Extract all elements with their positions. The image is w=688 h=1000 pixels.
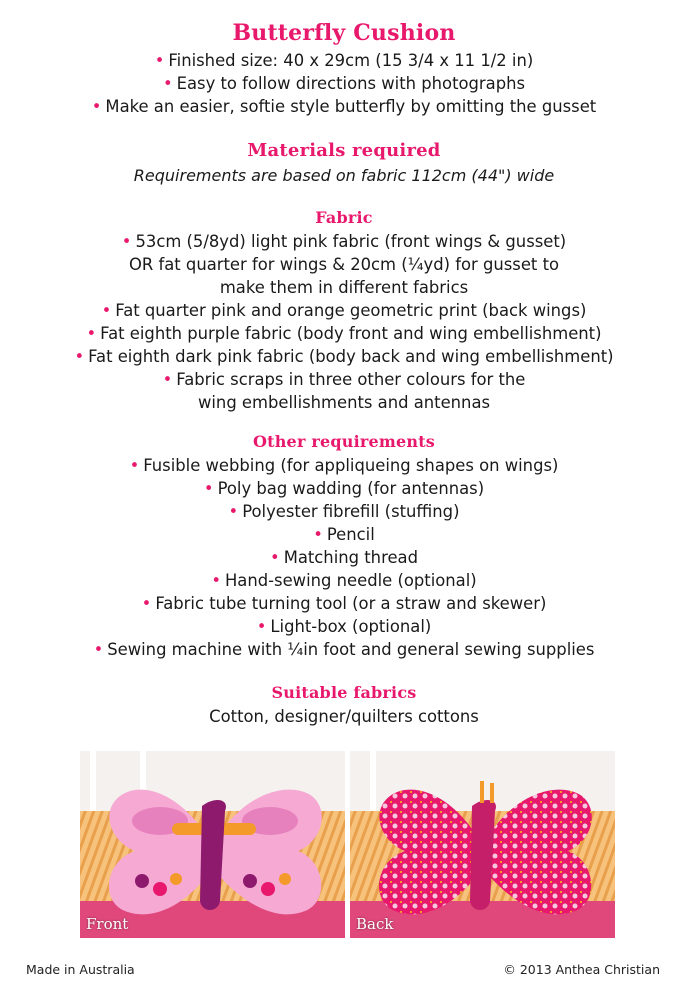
page-title: Butterfly Cushion <box>232 20 456 46</box>
list-item: • Light-box (optional) <box>256 617 432 636</box>
list-item: • Fat eighth purple fabric (body front and wing embellishment) <box>86 324 602 343</box>
back-butterfly-image <box>350 751 615 938</box>
back-photo <box>350 751 615 938</box>
list-item: • Make an easier, softie style butterfly by omitting the gusset <box>91 97 597 116</box>
suitable-fabrics-heading: Suitable fabrics <box>271 683 417 702</box>
list-item: • 53cm (5/8yd) light pink fabric (front wings & gusset) <box>121 232 567 251</box>
other-requirements-list <box>0 454 688 661</box>
list-item: • Fabric scraps in three other colours for the <box>162 370 526 389</box>
front-photo <box>80 751 345 938</box>
list-item: • Easy to follow directions with photographs <box>162 74 526 93</box>
front-caption: Front <box>86 915 129 933</box>
footer-left: Made in Australia <box>26 962 135 977</box>
list-item: • Sewing machine with ¼in foot and general sewing supplies <box>93 640 595 659</box>
front-butterfly-image <box>80 751 345 938</box>
list-item-continuation: make them in different fabrics <box>219 278 469 297</box>
list-item: • Poly bag wadding (for antennas) <box>203 479 485 498</box>
suitable-fabrics-text: Cotton, designer/quilters cottons <box>209 707 479 726</box>
materials-note: Requirements are based on fabric 112cm (44") wide <box>133 166 555 185</box>
list-item: • Polyester fibrefill (stuffing) <box>228 502 460 521</box>
list-item: • Fabric tube turning tool (or a straw and skewer) <box>141 594 547 613</box>
fabric-heading: Fabric <box>315 208 373 227</box>
list-item: • Finished size: 40 x 29cm (15 3/4 x 11 1/2 in) <box>154 51 534 70</box>
list-item: • Fat quarter pink and orange geometric print (back wings) <box>101 301 587 320</box>
list-item-continuation: wing embellishments and antennas <box>197 393 491 412</box>
list-item: • Fusible webbing (for appliqueing shapes on wings) <box>129 456 559 475</box>
fabric-list <box>0 230 688 414</box>
list-item: • Fat eighth dark pink fabric (body back and wing embellishment) <box>74 347 614 366</box>
other-requirements-heading: Other requirements <box>253 432 435 451</box>
list-item-continuation: OR fat quarter for wings & 20cm (¼yd) for gusset to <box>128 255 560 274</box>
back-caption: Back <box>356 915 394 933</box>
intro-list <box>0 49 688 118</box>
list-item: • Pencil <box>313 525 375 544</box>
materials-heading: Materials required <box>247 140 441 161</box>
list-item: • Matching thread <box>270 548 418 567</box>
list-item: • Hand-sewing needle (optional) <box>211 571 477 590</box>
footer-copyright: © 2013 Anthea Christian <box>503 962 660 977</box>
